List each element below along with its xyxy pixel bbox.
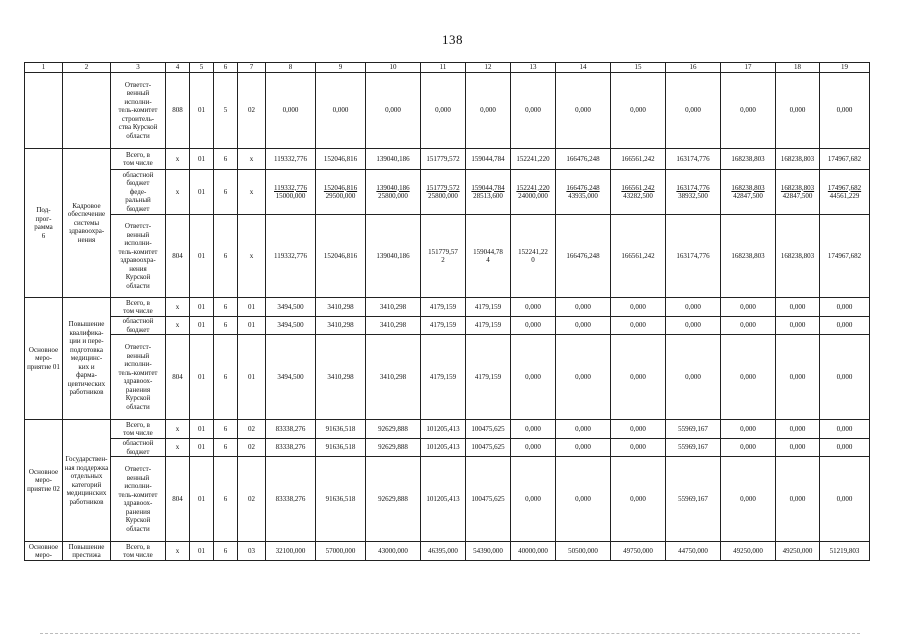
amount-value: 166561,242 xyxy=(621,183,655,192)
amount-value: 174967,682 xyxy=(827,183,862,192)
amount-cell: 44750,000 xyxy=(666,542,721,561)
amount-cell xyxy=(556,170,611,215)
amount-cell: 49250,000 xyxy=(721,542,776,561)
amount-cell: 54390,000 xyxy=(466,542,511,561)
column-header: 2 xyxy=(63,63,111,73)
amount-cell xyxy=(316,170,366,215)
amount-cell: 4179,159 xyxy=(466,317,511,335)
amount-cell: 139040,186 xyxy=(366,215,421,298)
column-header: 13 xyxy=(511,63,556,73)
amount-cell: 152046,816 xyxy=(316,215,366,298)
code-cell: 01 xyxy=(190,298,214,317)
amount-cell: 152241,22 0 xyxy=(511,215,556,298)
amount-cell: 43000,000 xyxy=(366,542,421,561)
code-cell: 02 xyxy=(238,439,266,457)
amount-value-secondary: 25800,000 xyxy=(428,192,458,200)
code-cell: x xyxy=(166,542,190,561)
amount-value: 139040,186 xyxy=(376,183,410,192)
amount-value-secondary: 43935,000 xyxy=(568,192,598,200)
code-cell: 01 xyxy=(190,149,214,170)
code-cell: 01 xyxy=(190,542,214,561)
program-name-cell: Кадровое обеспечение системы здравоохра- нения xyxy=(63,149,111,298)
amount-cell: 152046,816 xyxy=(316,149,366,170)
amount-value: 152241,220 xyxy=(516,183,550,192)
amount-value-secondary: 44561,229 xyxy=(829,192,860,200)
amount-cell: 0,000 xyxy=(511,317,556,335)
amount-cell: 46395,000 xyxy=(421,542,466,561)
amount-cell: 119332,776 xyxy=(266,215,316,298)
amount-cell: 0,000 xyxy=(776,457,820,542)
code-cell: 01 xyxy=(190,215,214,298)
amount-cell: 0,000 xyxy=(556,335,611,420)
amount-cell: 0,000 xyxy=(721,335,776,420)
amount-cell: 4179,159 xyxy=(466,298,511,317)
code-cell: 01 xyxy=(238,298,266,317)
amount-cell: 83338,276 xyxy=(266,439,316,457)
amount-cell: 0,000 xyxy=(776,298,820,317)
amount-cell: 101205,413 xyxy=(421,457,466,542)
column-header: 17 xyxy=(721,63,776,73)
table-row xyxy=(25,170,870,215)
amount-value-secondary: 43282,500 xyxy=(623,192,653,200)
amount-cell: 100475,625 xyxy=(466,457,511,542)
amount-cell: 166476,248 xyxy=(556,215,611,298)
code-cell: x xyxy=(166,170,190,215)
code-cell: 01 xyxy=(190,170,214,215)
code-cell: x xyxy=(166,149,190,170)
amount-value-secondary: 25800,000 xyxy=(378,192,408,200)
code-cell: 6 xyxy=(214,335,238,420)
amount-cell: 152241,220 xyxy=(511,149,556,170)
amount-cell: 0,000 xyxy=(776,73,820,149)
amount-cell: 50500,000 xyxy=(556,542,611,561)
column-header: 14 xyxy=(556,63,611,73)
amount-cell xyxy=(611,170,666,215)
code-cell: 804 xyxy=(166,457,190,542)
amount-cell: 3410,298 xyxy=(316,335,366,420)
amount-cell: 91636,518 xyxy=(316,457,366,542)
amount-cell: 83338,276 xyxy=(266,457,316,542)
amount-cell: 0,000 xyxy=(721,298,776,317)
amount-cell: 168238,803 xyxy=(776,149,820,170)
amount-cell: 0,000 xyxy=(511,439,556,457)
amount-cell: 0,000 xyxy=(511,73,556,149)
code-cell: 6 xyxy=(214,439,238,457)
code-cell: 808 xyxy=(166,73,190,149)
code-cell: 01 xyxy=(190,317,214,335)
program-name-cell: Государствен- ная поддержка отдельных категорий медицинских работников xyxy=(63,420,111,542)
amount-cell: 0,000 xyxy=(776,317,820,335)
amount-cell: 100475,625 xyxy=(466,439,511,457)
amount-cell: 4179,159 xyxy=(466,335,511,420)
amount-cell: 49750,000 xyxy=(611,542,666,561)
amount-cell: 101205,413 xyxy=(421,420,466,439)
code-cell: 6 xyxy=(214,149,238,170)
amount-cell: 91636,518 xyxy=(316,439,366,457)
amount-cell: 0,000 xyxy=(466,73,511,149)
amount-cell: 0,000 xyxy=(366,73,421,149)
amount-cell: 55969,167 xyxy=(666,439,721,457)
amount-cell xyxy=(666,170,721,215)
amount-cell: 0,000 xyxy=(721,439,776,457)
amount-cell: 0,000 xyxy=(611,420,666,439)
column-header: 11 xyxy=(421,63,466,73)
amount-cell: 92629,888 xyxy=(366,457,421,542)
amount-value-secondary: 28513,600 xyxy=(473,192,503,200)
column-header: 3 xyxy=(111,63,166,73)
amount-cell: 168238,803 xyxy=(776,215,820,298)
amount-cell xyxy=(366,170,421,215)
table-row xyxy=(25,335,870,420)
code-cell: 01 xyxy=(190,335,214,420)
amount-value-secondary: 29500,000 xyxy=(325,192,356,200)
budget-table xyxy=(24,62,870,561)
code-cell: x xyxy=(238,215,266,298)
table-row xyxy=(25,73,870,149)
amount-cell xyxy=(511,170,556,215)
amount-cell: 0,000 xyxy=(266,73,316,149)
program-label-cell: Основное меро- приятие 02 xyxy=(25,420,63,542)
amount-cell: 0,000 xyxy=(721,420,776,439)
amount-cell: 40000,000 xyxy=(511,542,556,561)
amount-cell: 0,000 xyxy=(666,317,721,335)
amount-cell: 0,000 xyxy=(820,317,870,335)
amount-cell: 151779,572 xyxy=(421,149,466,170)
code-cell: 6 xyxy=(214,215,238,298)
amount-value-secondary: 38932,500 xyxy=(678,192,708,200)
table-row xyxy=(25,149,870,170)
source-of-funding-cell: Всего, в том числе xyxy=(111,420,166,439)
amount-cell: 166561,242 xyxy=(611,215,666,298)
code-cell: 6 xyxy=(214,317,238,335)
code-cell: 01 xyxy=(190,420,214,439)
amount-cell xyxy=(721,170,776,215)
column-header: 15 xyxy=(611,63,666,73)
amount-value-secondary: 42847,500 xyxy=(733,192,763,200)
amount-cell: 83338,276 xyxy=(266,420,316,439)
amount-cell: 0,000 xyxy=(820,439,870,457)
table-row xyxy=(25,298,870,317)
amount-cell: 0,000 xyxy=(316,73,366,149)
table-body xyxy=(25,73,870,561)
amount-cell: 3410,298 xyxy=(366,317,421,335)
amount-cell: 0,000 xyxy=(721,317,776,335)
column-header: 19 xyxy=(820,63,870,73)
source-of-funding-cell: Всего, в том числе xyxy=(111,149,166,170)
code-cell: 02 xyxy=(238,457,266,542)
column-header: 4 xyxy=(166,63,190,73)
amount-cell: 159044,78 4 xyxy=(466,215,511,298)
amount-cell: 0,000 xyxy=(820,457,870,542)
amount-value: 151779,572 xyxy=(426,183,460,192)
code-cell: x xyxy=(238,170,266,215)
code-cell: 03 xyxy=(238,542,266,561)
column-header: 10 xyxy=(366,63,421,73)
code-cell: 01 xyxy=(190,73,214,149)
code-cell: 5 xyxy=(214,73,238,149)
code-cell: 6 xyxy=(214,170,238,215)
amount-cell: 0,000 xyxy=(611,317,666,335)
amount-cell: 0,000 xyxy=(556,317,611,335)
code-cell: x xyxy=(166,298,190,317)
amount-cell: 3410,298 xyxy=(316,317,366,335)
program-name-cell xyxy=(63,73,111,149)
amount-cell: 174967,682 xyxy=(820,215,870,298)
code-cell: x xyxy=(238,149,266,170)
source-of-funding-cell: Всего, в том числе xyxy=(111,542,166,561)
amount-cell: 3410,298 xyxy=(366,335,421,420)
code-cell: 6 xyxy=(214,457,238,542)
amount-cell: 159044,784 xyxy=(466,149,511,170)
source-of-funding-cell: Всего, в том числе xyxy=(111,298,166,317)
amount-value: 152046,816 xyxy=(323,183,358,192)
amount-cell: 0,000 xyxy=(611,439,666,457)
amount-cell: 0,000 xyxy=(721,457,776,542)
amount-cell: 4179,159 xyxy=(421,335,466,420)
amount-cell xyxy=(421,170,466,215)
code-cell: x xyxy=(166,439,190,457)
table-row xyxy=(25,215,870,298)
amount-cell xyxy=(776,170,820,215)
amount-cell: 91636,518 xyxy=(316,420,366,439)
amount-value: 163174,776 xyxy=(676,183,710,192)
page-number: 138 xyxy=(442,32,463,47)
source-of-funding-cell: областной бюджет феде- ральный бюджет xyxy=(111,170,166,215)
code-cell: 01 xyxy=(190,439,214,457)
amount-cell: 100475,625 xyxy=(466,420,511,439)
code-cell: 01 xyxy=(190,457,214,542)
code-cell: 804 xyxy=(166,215,190,298)
amount-cell: 0,000 xyxy=(511,298,556,317)
amount-cell: 0,000 xyxy=(511,420,556,439)
column-header: 1 xyxy=(25,63,63,73)
amount-cell: 101205,413 xyxy=(421,439,466,457)
amount-cell: 168238,803 xyxy=(721,215,776,298)
amount-cell: 3494,500 xyxy=(266,335,316,420)
column-header: 16 xyxy=(666,63,721,73)
amount-cell: 163174,776 xyxy=(666,215,721,298)
code-cell: 02 xyxy=(238,73,266,149)
amount-cell: 32100,000 xyxy=(266,542,316,561)
code-cell: 804 xyxy=(166,335,190,420)
amount-cell: 0,000 xyxy=(556,439,611,457)
table-row xyxy=(25,420,870,439)
source-of-funding-cell: Ответст- венный исполни- тель-комитет здравоох- ранения Курской области xyxy=(111,335,166,420)
amount-cell: 55969,167 xyxy=(666,457,721,542)
code-cell: x xyxy=(166,420,190,439)
column-header: 8 xyxy=(266,63,316,73)
amount-cell: 0,000 xyxy=(511,457,556,542)
code-cell: 6 xyxy=(214,542,238,561)
amount-cell: 0,000 xyxy=(820,335,870,420)
amount-cell: 0,000 xyxy=(611,457,666,542)
column-header: 18 xyxy=(776,63,820,73)
amount-cell: 0,000 xyxy=(611,73,666,149)
amount-cell: 139040,186 xyxy=(366,149,421,170)
table-row xyxy=(25,439,870,457)
source-of-funding-cell: Ответст- венный исполни- тель-комитет строитель- ства Курской области xyxy=(111,73,166,149)
amount-cell xyxy=(266,170,316,215)
amount-cell: 168238,803 xyxy=(721,149,776,170)
source-of-funding-cell: областной бюджет xyxy=(111,439,166,457)
amount-cell: 166476,248 xyxy=(556,149,611,170)
table-row xyxy=(25,457,870,542)
amount-cell: 0,000 xyxy=(556,457,611,542)
table-row xyxy=(25,542,870,561)
code-cell: 6 xyxy=(214,420,238,439)
amount-cell: 92629,888 xyxy=(366,439,421,457)
code-cell: 02 xyxy=(238,420,266,439)
amount-cell: 3410,298 xyxy=(366,298,421,317)
amount-cell: 0,000 xyxy=(666,335,721,420)
program-label-cell: Основное меро- приятие 01 xyxy=(25,298,63,420)
amount-cell xyxy=(466,170,511,215)
amount-cell: 3494,500 xyxy=(266,317,316,335)
amount-cell: 163174,776 xyxy=(666,149,721,170)
amount-cell: 174967,682 xyxy=(820,149,870,170)
amount-cell: 0,000 xyxy=(556,420,611,439)
amount-cell: 0,000 xyxy=(511,335,556,420)
amount-cell: 119332,776 xyxy=(266,149,316,170)
column-header: 9 xyxy=(316,63,366,73)
amount-cell: 0,000 xyxy=(776,335,820,420)
table-row xyxy=(25,317,870,335)
column-header: 5 xyxy=(190,63,214,73)
amount-cell: 0,000 xyxy=(611,298,666,317)
amount-cell: 49250,000 xyxy=(776,542,820,561)
amount-cell: 166561,242 xyxy=(611,149,666,170)
amount-value: 168238,803 xyxy=(780,183,815,192)
amount-cell: 57000,000 xyxy=(316,542,366,561)
amount-cell: 92629,888 xyxy=(366,420,421,439)
amount-cell: 4179,159 xyxy=(421,298,466,317)
amount-cell: 0,000 xyxy=(721,73,776,149)
amount-value: 168238,803 xyxy=(731,183,765,192)
code-cell: 6 xyxy=(214,298,238,317)
amount-cell: 0,000 xyxy=(820,73,870,149)
amount-cell xyxy=(820,170,870,215)
amount-value-secondary: 24000,000 xyxy=(518,192,548,200)
amount-value: 119332,776 xyxy=(274,183,307,192)
amount-cell: 0,000 xyxy=(820,298,870,317)
amount-cell: 0,000 xyxy=(666,73,721,149)
amount-cell: 0,000 xyxy=(611,335,666,420)
page-bottom-rule xyxy=(40,633,860,634)
amount-cell: 51219,803 xyxy=(820,542,870,561)
column-header: 12 xyxy=(466,63,511,73)
amount-value-secondary: 15000,000 xyxy=(275,192,306,200)
program-label-cell xyxy=(25,73,63,149)
column-header: 7 xyxy=(238,63,266,73)
amount-value: 166476,248 xyxy=(566,183,600,192)
amount-cell: 3410,298 xyxy=(316,298,366,317)
amount-value: 159044,784 xyxy=(471,183,505,192)
code-cell: 01 xyxy=(238,335,266,420)
amount-cell: 151779,57 2 xyxy=(421,215,466,298)
amount-value-secondary: 42847,500 xyxy=(782,192,813,200)
program-name-cell: Повышение квалифика- ции и пере- подготовка медицинс- ких и фарма- цевтических работников xyxy=(63,298,111,420)
amount-cell: 0,000 xyxy=(666,298,721,317)
amount-cell: 3494,500 xyxy=(266,298,316,317)
program-label-cell: Под- прог- рамма 6 xyxy=(25,149,63,298)
amount-cell: 0,000 xyxy=(820,420,870,439)
source-of-funding-cell: Ответст- венный исполни- тель-комитет здравоох- ранения Курской области xyxy=(111,457,166,542)
header-row xyxy=(25,63,870,73)
amount-cell: 55969,167 xyxy=(666,420,721,439)
amount-cell: 0,000 xyxy=(776,439,820,457)
source-of-funding-cell: областной бюджет xyxy=(111,317,166,335)
program-label-cell: Основное меро- xyxy=(25,542,63,561)
amount-cell: 0,000 xyxy=(556,298,611,317)
column-header: 6 xyxy=(214,63,238,73)
amount-cell: 0,000 xyxy=(421,73,466,149)
code-cell: x xyxy=(166,317,190,335)
code-cell: 01 xyxy=(238,317,266,335)
source-of-funding-cell: Ответст- венный исполни- тель-комитет здравоохра- нения Курской области xyxy=(111,215,166,298)
amount-cell: 0,000 xyxy=(556,73,611,149)
amount-cell: 0,000 xyxy=(776,420,820,439)
program-name-cell: Повышение престижа xyxy=(63,542,111,561)
amount-cell: 4179,159 xyxy=(421,317,466,335)
